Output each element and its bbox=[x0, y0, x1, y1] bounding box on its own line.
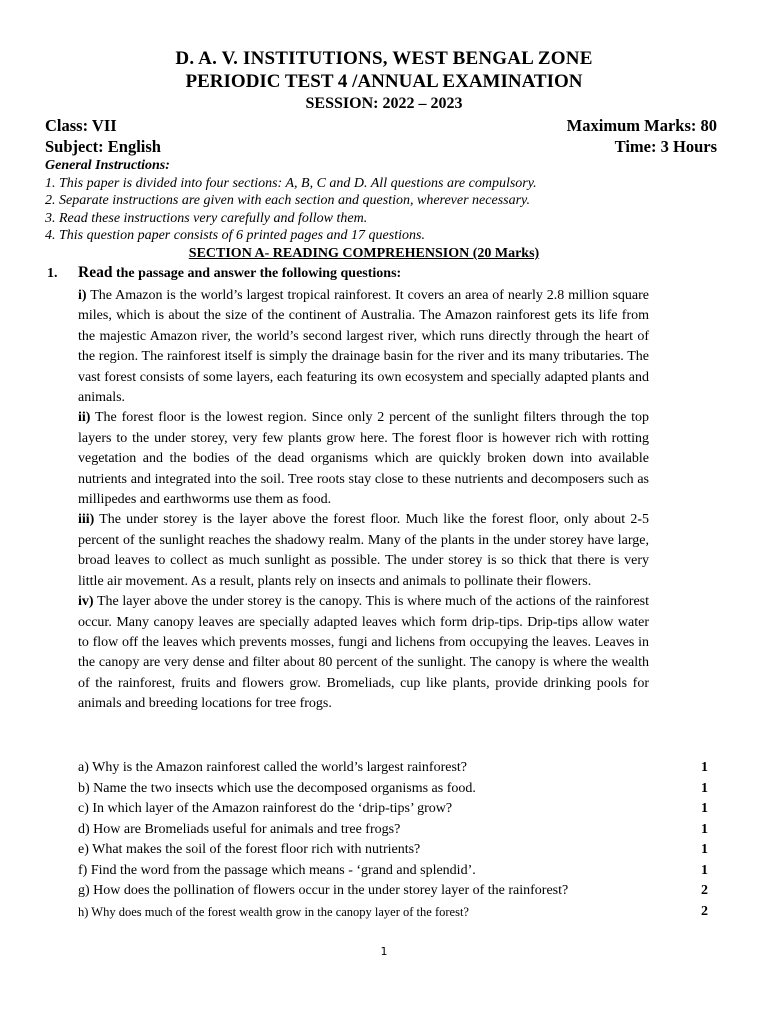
question-item bbox=[78, 758, 708, 779]
passage-paragraph bbox=[78, 510, 649, 592]
question-marks: 1 bbox=[701, 801, 708, 816]
question-item bbox=[78, 820, 708, 841]
question-item bbox=[78, 902, 708, 923]
question-text: g) How does the pollination of flowers occur in the under storey layer of the rainforest? bbox=[78, 883, 569, 898]
question-marks: 1 bbox=[701, 862, 708, 878]
paragraph-text: The layer above the under storey is the canopy. This is where much of the actions of the rainforest occur. Many canopy leaves are specially adapted leaves which form drip-tips. Drip-tips allow water to flow off the leaves which prevents mosses, fungi and lichens from occupying the leaves. Leaves in the canopy are very dense and filter about 80 percent of the sunlight. The canopy is where the wealth of the rainforest, fruits and flowers grow. Bromeliads, cup like plants, provide drinking pools for animals and breeding locations for tree frogs. bbox=[78, 594, 649, 712]
meta-row-subject bbox=[45, 137, 717, 157]
max-marks-label: Maximum Marks: 80 bbox=[566, 116, 717, 135]
question-text: c) In which layer of the Amazon rainforest do the ‘drip-tips’ grow? bbox=[78, 801, 453, 816]
instruction-item: 4. This question paper consists of 6 printed pages and 17 questions. bbox=[45, 228, 425, 244]
question-item bbox=[78, 840, 708, 861]
class-label: Class: VII bbox=[45, 116, 117, 135]
question-marks: 1 bbox=[701, 760, 708, 775]
paragraph-text: The forest floor is the lowest region. Since only 2 percent of the sunlight filters through the top layers to the under storey, very few plants grow here. The forest floor is however rich with rotting vegetation and the bodies of the dead organisms which are quickly broken down into available nutrients and integrated into the soil. Tree roots stay close to these nutrients and decomposers such as millipedes and earthworms use them as food. bbox=[78, 410, 649, 508]
institution-title: D. A. V. INSTITUTIONS, WEST BENGAL ZONE bbox=[175, 48, 593, 69]
passage-paragraph bbox=[78, 592, 649, 714]
question-instruction bbox=[78, 264, 401, 282]
paragraph-text: The Amazon is the world’s largest tropical rainforest. It covers an area of nearly 2.8 million square miles, which is about the size of the continent of Australia. The Amazon rainforest gets its life from the majestic Amazon river, the world’s second largest river, which runs directly through the heart of the region. The rainforest itself is simply the drainage basin for the river and its many tributaries. The vast forest consists of some layers, each featuring its own ecosystem and specially adapted plants and animals. bbox=[78, 288, 649, 406]
meta-row-class bbox=[45, 116, 717, 136]
instruction-item: 1. This paper is divided into four sections: A, B, C and D. All questions are compulsory. bbox=[45, 175, 537, 191]
question-marks: 1 bbox=[701, 780, 708, 796]
paragraph-label: iv) bbox=[78, 594, 94, 610]
paragraph-label: iii) bbox=[78, 512, 95, 528]
question-lead-rest: the passage and answer the following questions: bbox=[112, 266, 402, 281]
question-text: a) Why is the Amazon rainforest called the world’s largest rainforest? bbox=[78, 760, 468, 775]
question-item bbox=[78, 861, 708, 882]
question-item bbox=[78, 881, 708, 902]
general-instructions bbox=[45, 157, 685, 245]
question-marks: 1 bbox=[701, 842, 708, 857]
question-text: h) Why does much of the forest wealth grow in the canopy layer of the forest? bbox=[78, 904, 469, 919]
question-list bbox=[78, 758, 708, 922]
question-marks: 1 bbox=[701, 821, 708, 837]
page-number: 1 bbox=[380, 945, 388, 958]
question-text: f) Find the word from the passage which means - ‘grand and splendid’. bbox=[78, 862, 476, 878]
instruction-item: 3. Read these instructions very carefully and follow them. bbox=[45, 210, 368, 226]
question-number: 1. bbox=[47, 266, 58, 281]
paragraph-text: The under storey is the layer above the forest floor. Much like the forest floor, only about 2-5 percent of the sunlight reaches the shadowy realm. Many of the plants in the under storey have large, broad leaves to collect as much sunlight as possible. The under storey is so thick that there is very little air movement. As a result, plants rely on insects and animals to pollinate their flowers. bbox=[78, 512, 649, 589]
instruction-item: 2. Separate instructions are given with each section and question, wherever necessary. bbox=[45, 193, 530, 209]
time-label: Time: 3 Hours bbox=[614, 137, 717, 156]
subject-label: Subject: English bbox=[45, 137, 161, 156]
question-text: b) Name the two insects which use the decomposed organisms as food. bbox=[78, 780, 476, 796]
paragraph-label: ii) bbox=[78, 410, 91, 426]
question-lead-word: Read bbox=[78, 264, 113, 281]
section-a-title: SECTION A- READING COMPREHENSION (20 Marks) bbox=[188, 246, 540, 261]
reading-passage bbox=[78, 286, 649, 715]
question-item bbox=[78, 779, 708, 800]
instructions-title: General Instructions: bbox=[45, 158, 170, 173]
passage-paragraph bbox=[78, 408, 649, 510]
question-text: d) How are Bromeliads useful for animals and tree frogs? bbox=[78, 821, 401, 837]
session-title: SESSION: 2022 – 2023 bbox=[305, 95, 463, 112]
exam-title: PERIODIC TEST 4 /ANNUAL EXAMINATION bbox=[185, 71, 583, 92]
passage-paragraph bbox=[78, 286, 649, 408]
paragraph-label: i) bbox=[78, 288, 87, 303]
question-marks: 2 bbox=[701, 883, 708, 898]
question-text: e) What makes the soil of the forest floor rich with nutrients? bbox=[78, 842, 421, 857]
question-item bbox=[78, 799, 708, 820]
question-marks: 2 bbox=[701, 903, 708, 919]
